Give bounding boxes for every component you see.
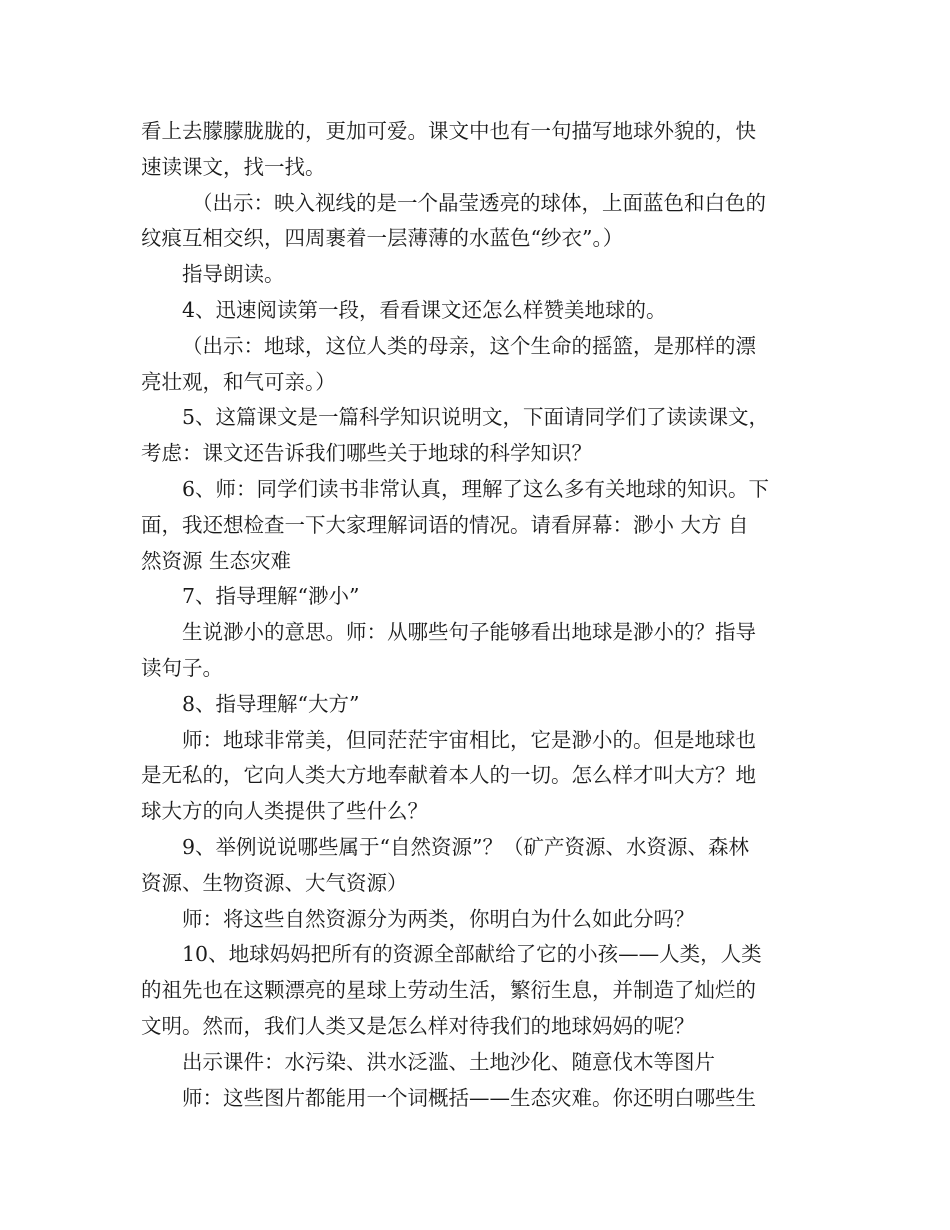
text-line: 读句子。	[141, 655, 223, 680]
text-line: 面，我还想检查一下大家理解词语的情况。请看屏幕：渺小 大方 自	[141, 512, 749, 537]
text-line: （出示：映入视线的是一个晶莹透亮的球体，上面蓝色和白色的	[192, 190, 766, 215]
text-line: 球大方的向人类提供了些什么？	[141, 799, 428, 824]
text-line: 是无私的，它向人类大方地奉献着本人的一切。怎么样才叫大方？地	[141, 763, 756, 788]
text-line: 指导朗读。	[182, 262, 285, 287]
text-line: （出示：地球，这位人类的母亲，这个生命的摇篮，是那样的漂	[182, 333, 756, 358]
text-line: 9、举例说说哪些属于“自然资源”？（矿产资源、水资源、森林	[182, 834, 750, 859]
text-line: 7、指导理解“渺小”	[182, 584, 360, 609]
document-body	[141, 114, 813, 1116]
text-line: 出示课件：水污染、洪水泛滥、土地沙化、随意伐木等图片	[182, 1049, 715, 1074]
text-line: 纹痕互相交织，四周裹着一层薄薄的水蓝色“纱衣”。）	[141, 226, 624, 251]
text-line: 师：这些图片都能用一个词概括——生态灾难。你还明白哪些生	[182, 1085, 756, 1110]
text-line: 6、师：同学们读书非常认真，理解了这么多有关地球的知识。下	[182, 476, 770, 501]
text-line: 8、指导理解“大方”	[182, 691, 360, 716]
text-line: 师：地球非常美，但同茫茫宇宙相比，它是渺小的。但是地球也	[182, 727, 756, 752]
text-line: 速读课文，找一找。	[141, 154, 326, 179]
text-line: 考虑：课文还告诉我们哪些关于地球的科学知识？	[141, 441, 592, 466]
text-line: 10、地球妈妈把所有的资源全部献给了它的小孩——人类，人类	[182, 942, 762, 967]
text-line: 然资源 生态灾难	[141, 548, 292, 573]
text-line: 生说渺小的意思。师：从哪些句子能够看出地球是渺小的？指导	[182, 620, 756, 645]
text-line: 资源、生物资源、大气资源）	[141, 870, 408, 895]
text-line: 亮壮观，和气可亲。）	[141, 369, 336, 394]
text-line: 4、迅速阅读第一段，看看课文还怎么样赞美地球的。	[182, 297, 667, 322]
text-line: 师：将这些自然资源分为两类，你明白为什么如此分吗？	[182, 906, 695, 931]
text-line: 的祖先也在这颗漂亮的星球上劳动生活，繁衍生息，并制造了灿烂的	[141, 978, 756, 1003]
text-line: 文明。然而，我们人类又是怎么样对待我们的地球妈妈的呢？	[141, 1013, 695, 1038]
text-line: 看上去朦朦胧胧的，更加可爱。课文中也有一句描写地球外貌的，快	[141, 119, 756, 143]
text-line: 5、这篇课文是一篇科学知识说明文，下面请同学们了读读课文，	[182, 405, 770, 430]
